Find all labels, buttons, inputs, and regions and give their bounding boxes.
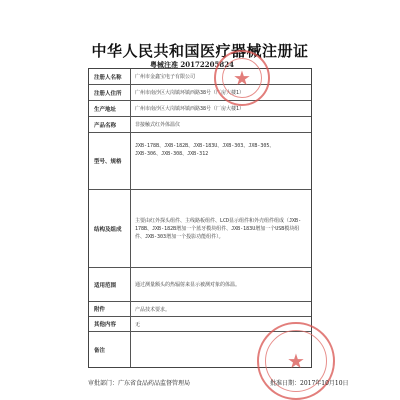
field-label: 其他内容 [89, 317, 131, 331]
field-value: 广州市南沙区大岗镇环镇西路38号（厂房大楼1） [135, 106, 245, 112]
field-label: 结构及组成 [89, 190, 131, 267]
field-label: 附件 [89, 302, 131, 316]
document-title: 中华人民共和国医疗器械注册证 [91, 42, 309, 60]
field-value: 主要由红外探头组件、主线路板组件、LCD显示组件和外壳组件组成（JXB-178B、JXB-182B增加一个蓝牙模块组件、JXB-183U增加一个USB模块组件、JXB-303增加一个投影功能组件）。 [135, 217, 302, 240]
issuing-authority: 审批部门：广东省食品药品监督管理局 [88, 380, 191, 387]
row-product-name [89, 117, 311, 133]
field-label: 适用范围 [89, 268, 131, 301]
field-value: 广州市金鑫宝电子有限公司 [135, 74, 196, 80]
row-structure [89, 190, 311, 268]
field-label: 型号、规格 [89, 133, 131, 189]
star-icon: ★ [233, 66, 251, 90]
field-value: 非接触式红外体温仪 [135, 122, 181, 128]
star-icon: ★ [287, 349, 305, 373]
row-model-spec [89, 133, 311, 190]
registration-number: 粤械注准 20172205824 [150, 60, 235, 69]
field-value: 广州市南沙区大岗镇环镇西路38号（厂房大楼1） [135, 90, 245, 96]
field-label: 注册人住所 [89, 85, 131, 100]
field-value: 通过测量额头的热辐射来显示被测对象的体温。 [135, 282, 241, 288]
field-value: JXB-178B、JXB-182B、JXB-183U、JXB-303、JXB-305、 JXB-306、JXB-308、JXB-312 [135, 143, 275, 157]
field-label: 生产地址 [89, 101, 131, 116]
approval-date: 批准日期：2017年10月10日 [270, 380, 349, 387]
field-label: 备注 [89, 332, 131, 367]
row-scope [89, 268, 311, 302]
field-label: 注册人名称 [89, 69, 131, 84]
row-registrant-name [89, 69, 311, 85]
official-seal-top [214, 50, 270, 106]
row-production-address [89, 101, 311, 117]
field-label: 产品名称 [89, 117, 131, 132]
field-value: 无 [135, 321, 141, 328]
row-registrant-address [89, 85, 311, 101]
row-attachment [89, 302, 311, 317]
official-seal-bottom [257, 322, 335, 400]
field-value: 产品技术要求。 [135, 306, 171, 313]
registration-table [88, 68, 312, 368]
